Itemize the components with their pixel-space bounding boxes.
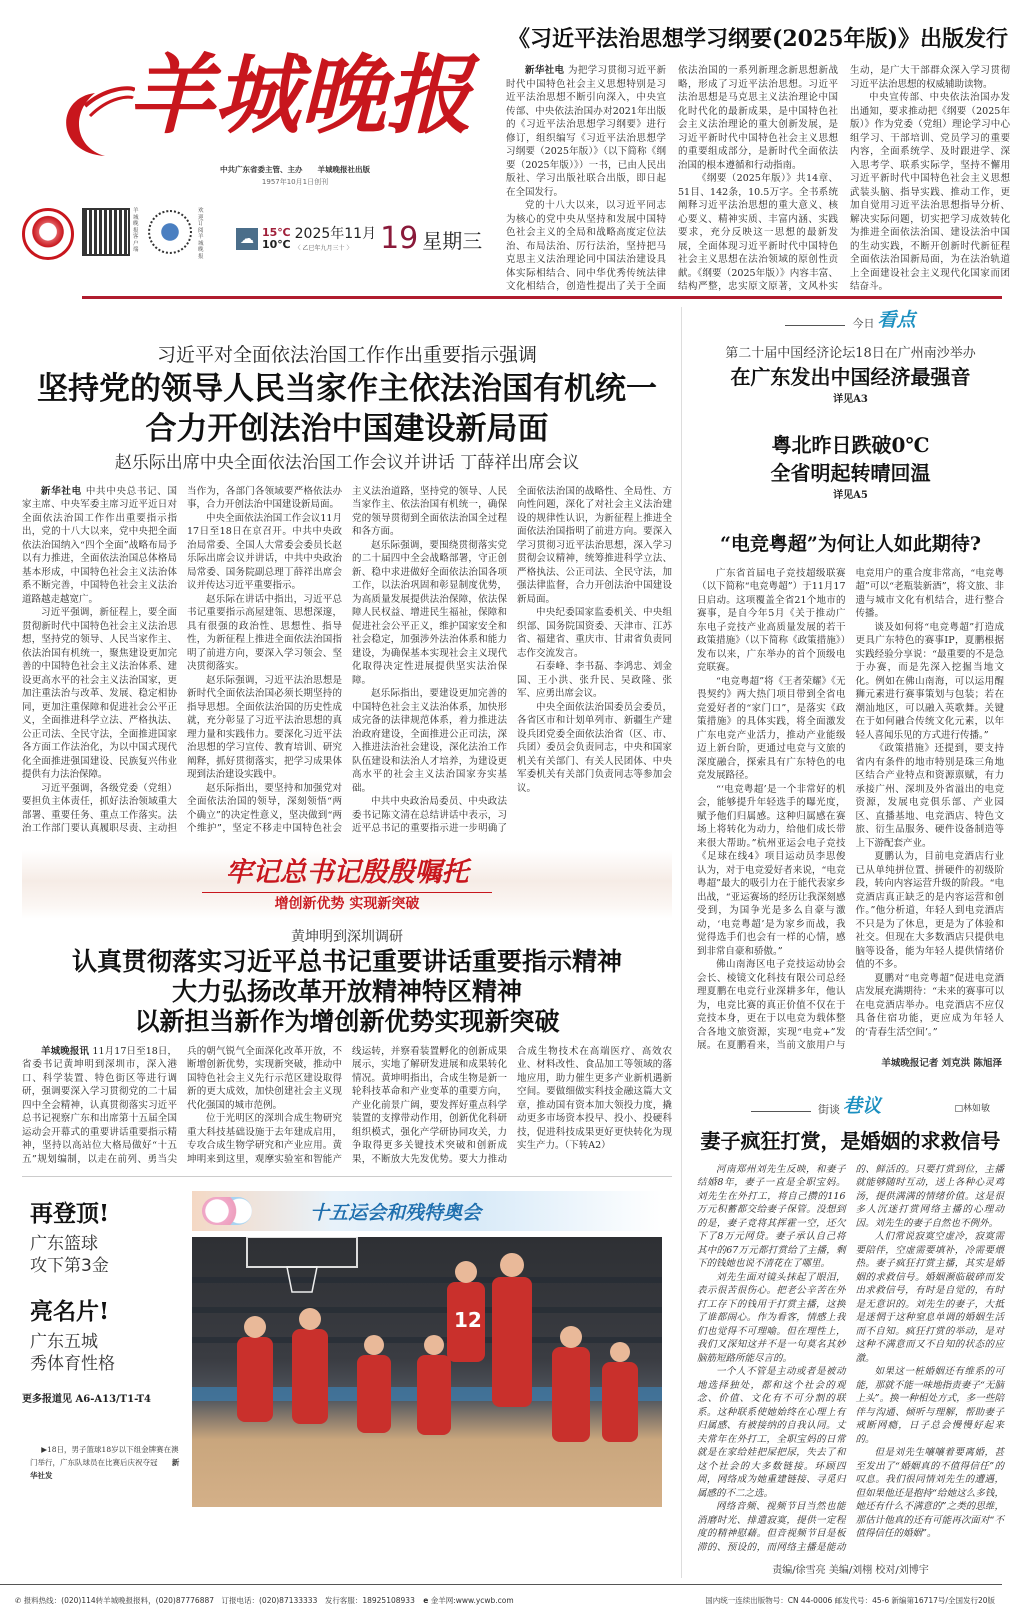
more-reports-link[interactable]: 更多报道见 A6-A13/T1-T4	[22, 1394, 151, 1405]
highlight-2-headline-2: 全省明起转晴回温	[770, 460, 931, 485]
esports-body	[691, 567, 1010, 1053]
paragraph: 谈及如何将“电竞粤超”打造成更具广东特色的赛事IP，夏鹏根据实践经验分享说：“最重要的不是急于办赛，而是先深入挖掘当地文化。例如在佛山南海，可以运用醒狮元素进行赛事策划与包装；若在潮汕地区，可以融入英歌舞。关键在于如何融合传统文化元素，以年轻人喜闻乐见的方式进行传播。”	[855, 621, 1004, 741]
top-story-body	[506, 64, 1010, 294]
games-banner	[192, 1191, 662, 1231]
sports-section	[22, 1191, 672, 1507]
shenzhen-kicker: 黄坤明到深圳调研	[291, 928, 403, 945]
paragraph: 赵乐际强调，要围绕贯彻落实党的二十届四中全会战略部署，守正创新、稳中求进做好全面依法治国各项工作，以法治巩固和彰显制度优势，为高质量发展提供法治保障，依法保障人民权益、增进民生福祉，保障和促进社会公平正义，维护国家安全和社会稳定，加强涉外法治体系和能力建设，为确保基本实现社会主义现代化取得决定性进展提供坚实法治保障。	[352, 539, 507, 686]
paragraph: 一个人不管是主动或者是被动地选择独处，都和这个社会的观念、价值、文化有不可分割的联系。这种联系使她始终在心理上有归属感、有被接纳的自我认同。丈夫常年在外打工，全职宝妈的日常就是在家给娃把屎把尿，失去了和这个社会的大多数链接。环顾四周，网络成为她重建链接、寻觅归属感的不二之选。	[697, 1366, 846, 1499]
footer	[0, 1585, 1010, 1614]
highlight-2-ref: 详见A5	[833, 489, 868, 501]
shenzhen-headline-1: 认真贯彻落实习近平总书记重要讲话重要指示精神	[71, 946, 622, 976]
paragraph: 党的十八大以来，以习近平同志为核心的党中央从坚持和发展中国特色社会主义的全局和战略高度定位法治、布局法治、厉行法治，坚持把马克思主义法治理论同中国法治建设具体实际相结合、同中华优秀传统法律文化相结合，创造性提出了关于全面依法治国的一系列新理念新思想新战略，形成了习近平法治思想。习近平法治思想是马克思主义法治理论中国化时代化的最新成果，是中国特色社会主义法治理论的重大创新发展，是习近平新时代中国特色社会主义思想的重要组成部分，是新时代全面依法治国的根本遵循和行动指南。	[506, 65, 838, 292]
lead-story-body	[22, 485, 672, 836]
highlights-label-big: 看点	[877, 308, 916, 331]
highlight-1-kicker: 第二十届中国经济论坛18日在广州南沙举办	[725, 345, 976, 361]
right-column	[691, 307, 1010, 1579]
paragraph: 但是刘先生嚷嚷着要离婚，甚至发出了“婚姻真的不值得信任”的叹息。我们很同情刘先生的遭遇，但如果他还是抱持“给她这么多钱，她还有什么不满意的”之类的思维，那估计他真的还有可能再次面对“不值得信任的婚姻”。	[855, 1447, 1004, 1539]
commentary-body	[691, 1163, 1010, 1555]
banner-subtitle: 增创新优势 实现新突破	[274, 895, 420, 912]
lead-kicker: 习近平对全面依法治国工作作出重要指示强调	[156, 343, 537, 366]
highlights-label	[691, 309, 1010, 331]
founded-line: 1957年10月1日创刊	[261, 178, 329, 186]
paragraph: 中央全面依法治国工作会议11月17日至18日在京召开。中共中央政治局常委、全国人大常委会委员长赵乐际出席会议并讲话，中共中央政治局常委、国务院副总理丁薛祥出席会议并传达习近平重要指示。	[187, 512, 342, 591]
paragraph: 中央宣传部、中央依法治国办发出通知，要求推动把《纲要（2025年版）》作为党委（党组）理论学习中心组学习、干部培训、党员学习的重要内容，全面系统学、及时跟进学、深入思考学、联系实际学，坚持不懈用习近平新时代中国特色社会主义思想武装头脑、指导实践、推动工作，更加自觉用习近平法治思想指导分析、解决实际问题，切实把学习成效转化为推进全面依法治国、建设法治中国的生动实践，不断开创新时代新征程全面依法治国新局面，为在法治轨道上全面建设社会主义现代化国家而团结奋斗。	[850, 92, 1010, 292]
lead-headline-1: 坚持党的领导人民当家作主依法治国有机统一	[37, 370, 657, 407]
commentary-label	[751, 1095, 881, 1117]
esports-headline: “电竞粤超”为何让人如此期待?	[720, 532, 981, 555]
paragraph: 习近平强调，各级党委（党组）要担负主体责任，抓好法治领域重大部署、重要任务、重点工作落实。法治工作部门要认真履职尽责、主动担当作为，各部门各领域要严格依法办事，合力开创法治中国建设新局面。	[22, 485, 342, 834]
date-day: 19	[380, 221, 419, 256]
paragraph: 河南郑州刘先生反映，和妻子结婚8年，妻子一直是全职宝妈。刘先生在外打工，将自己攒的116万元积蓄都交给妻子保管。没想到的是，妻子竟将其挥霍一空，还欠下了8万元网贷。妻子承认自己将其中的67万元都打赏给了主播，剩下的钱她也说不清花在了哪里。	[697, 1163, 846, 1269]
games-banner-title: 十五运会和残特奥会	[310, 1202, 482, 1224]
qr2-caption: 欢迎订阅羊城晚报	[198, 208, 204, 260]
paragraph: 广东省首届电子竞技超级联赛（以下简称“电竞粤超”）于11月17日启动。这项覆盖全省21个地市的赛事，是自今年5月《关于推动广东电子竞技产业高质量发展的若干政策措施》（以下简称《政策措施》）发布以来，广东举办的首个顶级电竞联赛。	[697, 567, 846, 673]
sponsor-line: 中共广东省委主管、主办 羊城晚报社出版	[220, 165, 370, 174]
logo-emblem-icon	[35, 38, 135, 168]
paragraph: “电竞粤超”将《王者荣耀》《无畏契约》两大热门项目带到全省电竞爱好者的“家门口”，是落实《政策措施》的具体实践，将全面激发广东电竞产业活力，推动产业能级迈上新台阶，更通过电竞与文旅的深度融合，探索具有广东特色的电竞发展路径。	[697, 675, 846, 781]
lead-headline-2: 合力开创法治中国建设新局面	[145, 410, 549, 447]
highlights-label-small: 今日	[852, 316, 875, 330]
paragraph: 习近平强调，新征程上，要全面贯彻新时代中国特色社会主义法治思想，坚持党的领导、人民当家作主、依法治国有机统一，聚焦建设更加完善的中国特色社会主义法治体系、建设更高水平的社会主义法治国家，更加注重法治与改革、发展、稳定相协同，更加注重保障和促进社会公平正义，全面推进科学立法、严格执法、公正司法、全民守法，全面推进国家各方面工作法治化，为以中国式现代化全面推进强国建设、民族复兴伟业提供有力法治保障。	[22, 607, 177, 780]
logo-text: 羊城晚报	[128, 45, 472, 146]
website-icon: e	[423, 1596, 429, 1605]
paragraph: 赵乐际指出，要坚持和加强党对全面依法治国的领导，深刻领悟“两个确立”的决定性意义，坚决做到“两个维护”，坚定不移走中国特色社会主义法治道路，坚持党的领导、人民当家作主、依法治国有机统一，确保党的领导贯彻到全面依法治国全过程和各方面。	[187, 485, 507, 834]
lunar-date: 〈 乙巳年九月三十 〉	[294, 245, 353, 252]
paragraph: 赵乐际在讲话中指出，习近平总书记重要指示高屋建瓴、思想深邃，具有很强的政治性、思想性、指导性，为新征程上推进全面依法治国指明了前进方向，要深入学习领会、坚决贯彻落实。	[187, 593, 342, 672]
column-divider	[681, 307, 682, 1579]
qr-code-subscribe[interactable]	[148, 210, 192, 254]
masthead-divider	[82, 296, 1002, 299]
paragraph: 夏鹏认为，目前电竞酒店行业已从单纯拼位置、拼硬件的初级阶段，转向内容运营升级的阶段。“电竞酒店真正缺乏的是内容运营和创作。”他分析道，年轻人到电竞酒店不只是为了休息，更是为了体验和社交。但现在大多数酒店只提供电脑等设备，能为年轻人提供情绪价值的不多。	[855, 851, 1004, 970]
paragraph: 夏鹏对“电竞粤超”促进电竞酒店发展充满期待：“未来的赛事可以在电竞酒店举办。电竞酒店不应仅具备住宿功能，更应成为年轻人的‘青春生活空间’。”	[855, 972, 1004, 1038]
esports-byline: 羊城晚报记者 刘克洪 陈旭泽	[881, 1057, 1002, 1069]
shenzhen-headline-2: 大力弘扬改革开放精神特区精神	[171, 976, 522, 1006]
promo-2-line1: 广东五城	[30, 1332, 98, 1352]
paragraph: 网络音频、视频节目当然也能消磨时光、排遣寂寞，提供一定程度的精神慰藉。但音视频节目是板滞的、预设的，而网络主播是能动的、鲜活的。只要打赏到位，主播就能够随时互动，送上各种心灵鸡汤，提供满满的情绪价值。这是很多人沉迷打赏网络主播的心理动因。刘先生的妻子自然也不例外。	[697, 1163, 1004, 1553]
top-story	[506, 0, 1010, 294]
photo-caption: ▶18日，男子篮球18岁以下组金牌赛在澳门举行，广东队球员在比赛后庆祝夺冠	[30, 1445, 179, 1467]
paragraph: 如果这一桩婚姻还有维系的可能，那就不能一味地指责妻子“无脑上头”。换一种相处方式，多一些陪伴与沟通、倾听与理解，帮助妻子戒断网瘾，日子总会慢慢好起来的。	[855, 1366, 1004, 1445]
backboard	[247, 1237, 357, 1267]
banner-title: 牢记总书记殷殷嘱托	[225, 856, 469, 888]
paragraph: 人们常说寂寞空虚冷，寂寞需要陪伴，空虚需要填补，冷需要煨热。妻子疯狂打赏主播，其实是婚姻的求救信号。婚姻濒临破碎而发出求救信号，有时是自觉的，有时是无意识的。刘先生的妻子，大抵是迷惘于这种窒息单调的婚姻生活而不自知。疯狂打赏的举动，是对这种不满意而又不自知的状态的应激。	[855, 1231, 1004, 1364]
paragraph: 刘先生面对镜头抹起了眼泪，表示很苦很伤心。把老公辛苦在外打工存下的钱用于打赏主播，这换了谁都闹心。作为看客，情感上我们也觉得不可理喻。但在理性上，我们又深知这并不是一句莫名其妙脑筋短路所能尽言的。	[697, 1271, 846, 1364]
paragraph: 中央纪委国家监委机关、中央组织部、国务院国资委、天津市、江苏省、福建省、重庆市、甘肃省负责同志作交流发言。	[517, 607, 672, 659]
promo-1-title[interactable]: 再登顶!	[30, 1200, 110, 1227]
shenzhen-headline-3: 以新担当新作为增创新优势实现新突破	[134, 1006, 560, 1036]
weekday: 星期三	[422, 228, 483, 253]
paragraph: 《政策措施》还提到，要支持省内有条件的地市特别是珠三角地区结合产业特点和资源禀赋，有力承接广州、深圳及外省溢出的电竞资源，发展电竞俱乐部、产业园区、直播基地、电竞酒店、特色文旅、衍生品服务、硬件设备制造等上下游配套产业。	[855, 743, 1004, 849]
paragraph: “‘电竞粤超’是一个非常好的机会，能够提升年轻选手的曝光度，赋予他们归属感。这种归属感在赛场上将转化为动力，给他们成长带来很大帮助。”杭州亚运会电子竞技《足球在线4》项目运动员李思俊认为，对于电竞爱好者来说，“电竞粤超”最大的吸引力在于能代表家乡出战，“亚运赛场的经历让我深刻感受到，为国争光是多么自豪与激动，‘电竞粤超’是为家乡而战，我觉得选手们也会有一样的心情，感到非常自豪和骄傲。”	[697, 783, 846, 957]
paragraph: 位于光明区的深圳合成生物研究重大科技基础设施于去年建成启用，专攻合成生物学研究和产业应用。黄坤明来到这里，观摩实验室和智能产线运转，并察看装置孵化的创新成果展示，实地了解研发进展和成果转化情况。黄坤明指出，合成生物是新一轮科技革命和产业变革的重要方向，产业化前景广阔，要发挥好重点科学装置的支撑带动作用，创新优化科研组织模式，强化产学研协同攻关，力争取得更多关键技术突破和创新成果，不断放大先发优势。要大力推动合成生物技术在高端医疗、高效农业、材料改性、食品加工等领域的落地应用，助力催生更多产业新机遇新空间。要做细做实科技金融这篇大文章，推动国有资本加大领投力度，撬动更多市场资本投早、投小、投硬科技，促进科技成果更好更快转化为现实生产力。（下转A2）	[187, 1045, 672, 1165]
top-row	[0, 0, 1024, 294]
highlight-1[interactable]	[691, 345, 1010, 407]
paragraph: 羊城晚报讯 11月17日至18日，省委书记黄坤明到深圳市，深入港口、科学装置、特色街区等进行调研，强调要深入学习贯彻党的二十届四中全会精神，认真贯彻落实习近平总书记视察广东和出席第十五届全国运动会开幕式的重要讲话重要指示精神，坚持以高站位大格局做好“十五五”规划编制，以走在前列、勇当尖兵的朝气锐气全面深化改革开放，不断增创新优势，实现新突破，推动中国特色社会主义先行示范区建设取得新的更大成效，加快创建社会主义现代化强国的城市范例。	[22, 1045, 342, 1165]
commentary-label-small: 街谈	[818, 1102, 840, 1116]
shenzhen-banner	[22, 850, 672, 919]
date-weather-bar	[236, 222, 482, 256]
highlight-1-ref: 详见A3	[833, 393, 868, 405]
shenzhen-body	[22, 1045, 672, 1167]
left-column	[22, 307, 672, 1508]
footer-contacts	[15, 1595, 514, 1606]
paragraph: 中共中央政治局委员、中央政法委书记陈文清在总结讲话中表示，习近平总书记的重要指示进一步明确了全面依法治国的战略性、全局性、方向性问题，深化了对社会主义法治建设的规律性认识，为新征程上推进全面依法治国指明了前进方向。要深入学习贯彻习近平法治思想，深入学习贯彻会议精神，统筹推进科学立法、严格执法、公正司法、全民守法，加强法律监督，合力开创法治中国建设新局面。	[352, 485, 672, 834]
paragraph: 中央全面依法治国委员会委员，各省区市和计划单列市、新疆生产建设兵团党委全面依法治省（区、市、兵团）委员会负责同志，中央和国家机关有关部门、有关人民团体、中央军委机关有关部门负责同志等参加会议。	[517, 701, 672, 794]
promo-2-title[interactable]: 亮名片!	[30, 1298, 110, 1325]
temp-low: 10℃	[262, 238, 291, 251]
publication-number: 国内统一连续出版物号：CN 44-0006 邮发代号：45-6 新编第16717号/全国发行20版	[705, 1596, 995, 1605]
lead-subhead: 赵乐际出席中央全面依法治国工作会议并讲话 丁薛祥出席会议	[114, 452, 580, 473]
mascot-icon	[202, 1197, 252, 1225]
phone-icon: ✆	[15, 1596, 22, 1605]
dateline: 新华社电	[525, 65, 568, 76]
photo-credit: 新华社发	[30, 1458, 180, 1480]
promo-2-line2: 秀体育性格	[30, 1354, 115, 1374]
section-divider	[22, 1176, 672, 1177]
paragraph: 新华社电 中共中央总书记、国家主席、中央军委主席习近平近日对全面依法治国工作作出重要指示指出，党的十八大以来，党中央把全面依法治国纳入“四个全面”战略布局予以有力推进，全面依法治国总体格局基本形成，中国特色社会主义法治体系不断完善，中国特色社会主义法治道路越走越宽广。	[22, 485, 177, 605]
promo-1-line2: 攻下第3金	[30, 1256, 109, 1276]
paragraph: 佛山南海区电子竞技运动协会会长、棱镜文化科技有限公司总经理夏鹏在电竞行业深耕多年，他认为，电竞比赛的真正价值不仅在于竞技本身，更在于以电竞为载体整合各地文旅资源，实现“电竞+”发展。在夏鹏看来，当前文旅用户与电竞用户的重合度非常高，“电竞粤超”可以“老瓶装新酒”，将文旅、非遗与城市文化有机结合，进行整合传播。	[697, 567, 1004, 1051]
basketball-photo	[192, 1237, 662, 1507]
highlight-2[interactable]	[691, 431, 1010, 503]
paragraph: 赵乐际强调，习近平法治思想是新时代全面依法治国必须长期坚持的指导思想。全面依法治国的历史性成就，充分彰显了习近平法治思想的真理力量和实践伟力。要深化习近平法治思想的学习宣传、教育培训、研究阐释，抓好贯彻落实，把学习成果体现到法治建设实践中。	[187, 674, 342, 780]
paragraph: 新华社电 为把学习贯彻习近平新时代中国特色社会主义思想特别是习近平法治思想不断引向深入，中央宣传部、中央依法治国办对2021年出版的《习近平法治思想学习纲要》进行修订，组织编写《习近平法治思想学习纲要（2025年版）》（以下简称《纲要（2025年版）》）一书，已由人民出版社、学习出版社联合出版，即日起在全国发行。	[506, 65, 666, 198]
contact-lines: 报料热线：(020)114转羊城晚报报料，(020)87776887 订报电话：(020)87133333 发行客服：18925108933	[23, 1596, 415, 1605]
top-story-headline: 《习近平法治思想学习纲要(2025年版)》出版发行	[507, 26, 1009, 52]
qr-code-app[interactable]	[84, 210, 128, 254]
anniversary-badge-icon	[22, 208, 74, 260]
dateline: 羊城晚报讯	[41, 1045, 93, 1057]
editor-credits: 责编/徐雪亮 美编/刘栩 校对/刘博宇	[772, 1565, 929, 1576]
jersey-number: 12	[454, 1308, 482, 1332]
masthead	[0, 0, 500, 262]
weather-cloud-rain-icon: ☁	[236, 228, 258, 250]
temp-high: 15℃	[262, 226, 291, 239]
commentary-headline: 妻子疯狂打赏，是婚姻的求救信号	[700, 1128, 1001, 1153]
website-link[interactable]: 金羊网:www.ycwb.com	[430, 1596, 514, 1605]
commentary-label-big: 巷议	[843, 1094, 882, 1117]
paragraph: 石泰峰、李书磊、李鸿忠、刘金国、王小洪、张升民、吴政隆、张军、应勇出席会议。	[517, 661, 672, 699]
paragraph: 《纲要（2025年版）》共14章、51目、142条，10.5万字。全书系统阐释习近平法治思想的重大意义、核心要义、精神实质、丰富内涵、实践要求，充分反映这一思想的最新发展，全面体现习近平新时代中国特色社会主义思想在法治领域的原创性贡献。《纲要（2025年版）》内容丰富、结构严整，忠实原文原著，文风朴实生动，是广大干部群众深入学习贯彻习近平法治思想的权威辅助读物。	[678, 65, 1010, 292]
date-year-month: 2025年11月	[294, 226, 377, 242]
highlight-2-headline-1: 粤北昨日跌破0℃	[771, 432, 930, 457]
commentary-author: □林如敏	[954, 1103, 990, 1114]
dateline: 新华社电	[41, 485, 86, 497]
qr1-caption: 羊城晚报客户端	[133, 208, 139, 253]
promo-1-line1: 广东篮球	[30, 1234, 98, 1254]
highlight-1-headline: 在广东发出中国经济最强音	[730, 364, 971, 389]
main-row	[0, 307, 1024, 1579]
paragraph: 赵乐际指出，要建设更加完善的中国特色社会主义法治体系，加快形成完备的法律规范体系，着力推进法治政府建设，全面推进公正司法，深入推进法治社会建设，深化法治工作队伍建设和法治人才培养，为建设更高水平的社会主义法治国家夯实基础。	[352, 688, 507, 794]
